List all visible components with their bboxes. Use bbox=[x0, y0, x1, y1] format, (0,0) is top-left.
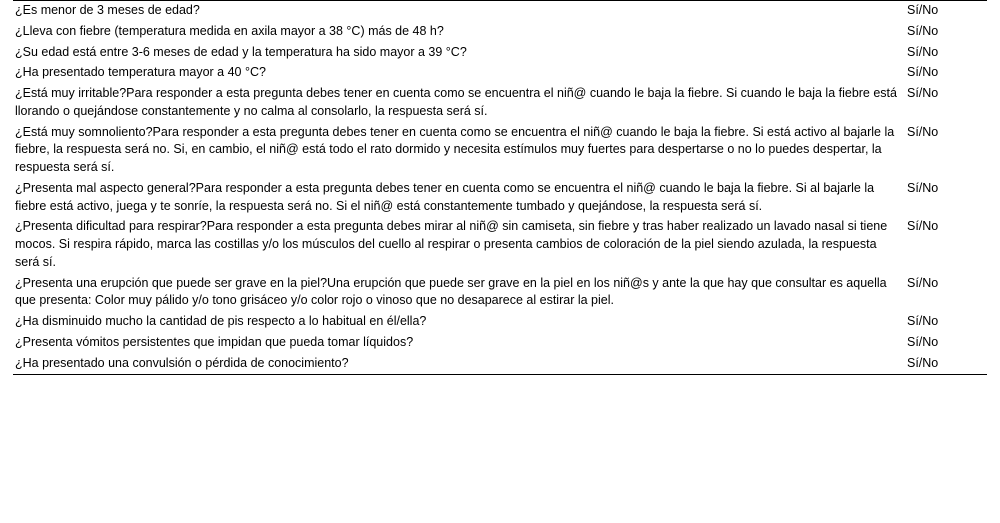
question-cell bbox=[13, 63, 905, 84]
question-text: ¿Es menor de 3 meses de edad? bbox=[15, 3, 200, 17]
answer-cell: Sí/No bbox=[907, 86, 939, 100]
question-text: ¿Está muy irritable?Para responder a esta pregunta debes tener en cuenta como se encuentra el niñ@ cuando le baja la fiebre. Si cuando le baja la fiebre está llorando o quejándose constantemente y no calma al consolarlo, la respuesta será sí. bbox=[15, 86, 897, 118]
answer-cell: Sí/No bbox=[905, 354, 987, 375]
answer-cell: Sí/No bbox=[907, 334, 939, 349]
question-cell bbox=[13, 179, 905, 218]
table-row bbox=[13, 22, 987, 43]
question-text: ¿Presenta dificultad para respirar?Para responder a esta pregunta debes mirar al niñ@ sin camiseta, sin fiebre y tras haber realizado un lavado nasal si tiene mocos. Si respira rápido, marca las costillas y/o los músculos del cuello al respirar o presenta cambios de coloración de la piel siendo azulada, la respuesta será sí. bbox=[15, 219, 888, 269]
answer-cell: Sí/No bbox=[907, 65, 939, 80]
table-row bbox=[13, 354, 987, 375]
question-cell bbox=[13, 22, 905, 43]
question-cell bbox=[13, 217, 905, 273]
table-row bbox=[13, 312, 987, 333]
question-text: ¿Ha presentado temperatura mayor a 40 °C? bbox=[15, 65, 266, 80]
question-cell bbox=[13, 84, 905, 123]
table-row bbox=[13, 1, 987, 22]
question-text: ¿Lleva con fiebre (temperatura medida en axila mayor a 38 °C) más de 48 h? bbox=[15, 23, 444, 38]
question-text: ¿Ha presentado una convulsión o pérdida de conocimiento? bbox=[15, 355, 349, 370]
question-cell bbox=[13, 1, 905, 22]
question-cell bbox=[13, 354, 905, 375]
questions-table bbox=[13, 0, 987, 375]
answer-cell: Sí/No bbox=[907, 124, 939, 139]
answer-cell: Sí/No bbox=[907, 23, 939, 38]
answer-cell: Sí/No bbox=[907, 314, 939, 328]
question-text: ¿Está muy somnoliento?Para responder a esta pregunta debes tener en cuenta como se encuentra el niñ@ cuando le baja la fiebre. Si está activo al bajarle la fiebre, la respuesta será no. Si, en cambio, el niñ@ está todo el rato dormido y necesita estímulos muy fuertes para despertarse o no lo puedes despertar, la respuesta será sí. bbox=[15, 124, 895, 174]
question-text: ¿Su edad está entre 3-6 meses de edad y la temperatura ha sido mayor a 39 °C? bbox=[15, 44, 467, 59]
table-row bbox=[13, 217, 987, 273]
table-row bbox=[13, 274, 987, 313]
table-row bbox=[13, 333, 987, 354]
question-cell bbox=[13, 333, 905, 354]
question-text: ¿Presenta una erupción que puede ser grave en la piel?Una erupción que puede ser grave en la piel en los niñ@s y ante la que hay que consultar es aquella que presenta: Color muy pálido y/o tono grisáceo y/o color rojo o vinoso que no desaparece al estirar la piel. bbox=[15, 275, 887, 308]
table-row bbox=[13, 179, 987, 218]
question-cell bbox=[13, 312, 905, 333]
questions-table-body bbox=[13, 1, 987, 375]
table-row bbox=[13, 123, 987, 179]
table-row bbox=[13, 63, 987, 84]
table-row bbox=[13, 43, 987, 64]
answer-cell: Sí/No bbox=[907, 180, 939, 195]
question-cell bbox=[13, 274, 905, 313]
question-cell bbox=[13, 43, 905, 64]
question-text: ¿Ha disminuido mucho la cantidad de pis respecto a lo habitual en él/ella? bbox=[15, 314, 427, 328]
table-row bbox=[13, 84, 987, 123]
question-cell bbox=[13, 123, 905, 179]
answer-cell: Sí/No bbox=[905, 1, 987, 22]
answer-cell: Sí/No bbox=[907, 219, 939, 234]
answer-cell: Sí/No bbox=[907, 44, 939, 59]
question-text: ¿Presenta vómitos persistentes que impidan que pueda tomar líquidos? bbox=[15, 334, 414, 349]
answer-cell: Sí/No bbox=[907, 275, 939, 290]
question-text: ¿Presenta mal aspecto general?Para responder a esta pregunta debes tener en cuenta como se encuentra el niñ@ cuando le baja la fiebre. Si al bajarle la fiebre está activo, juega y te sonríe, la respuesta será no. Si el niñ@ está constantemente tumbado y quejándose, la respuesta será sí. bbox=[15, 180, 875, 213]
